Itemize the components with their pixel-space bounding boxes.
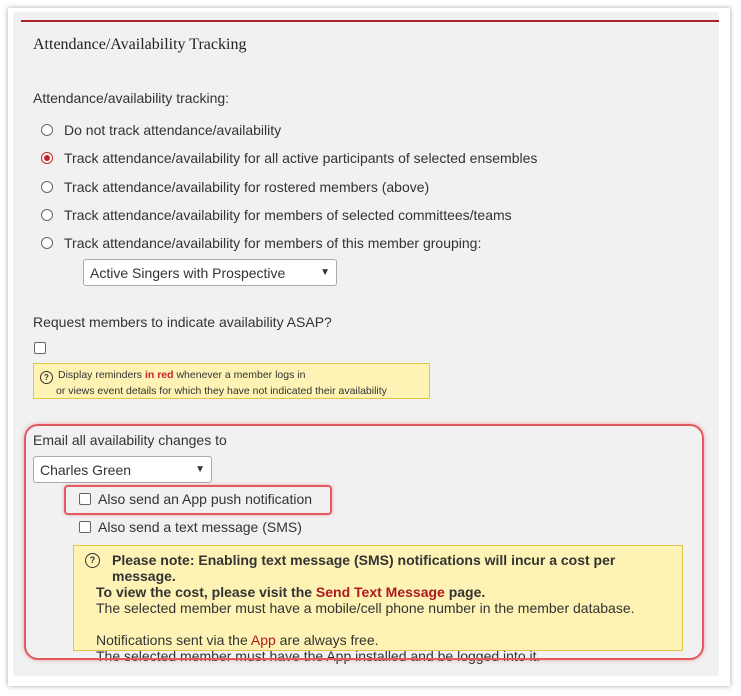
note-line5: The selected member must have the App installed and be logged into it. bbox=[96, 648, 541, 664]
note-text: whenever a member logs in bbox=[173, 369, 306, 381]
chevron-down-icon: ▼ bbox=[195, 464, 205, 475]
radio-committees[interactable] bbox=[41, 207, 512, 223]
radio-label: Track attendance/availability for members of this member grouping: bbox=[64, 235, 482, 251]
radio-label: Track attendance/availability for rostered members (above) bbox=[64, 179, 430, 195]
section-rule bbox=[21, 20, 719, 22]
radio-rostered[interactable] bbox=[41, 179, 429, 195]
request-label: Request members to indicate availability ASAP? bbox=[33, 314, 332, 330]
radio-all-active[interactable] bbox=[41, 150, 537, 166]
select-value: Charles Green bbox=[40, 461, 132, 478]
radio-button-selected[interactable] bbox=[41, 152, 53, 164]
note-text: Display reminders bbox=[58, 369, 145, 381]
reminder-note bbox=[33, 363, 430, 399]
radio-button[interactable] bbox=[41, 209, 53, 221]
note-text: are always free. bbox=[275, 632, 379, 648]
help-icon: ? bbox=[85, 553, 100, 568]
radio-no-tracking[interactable] bbox=[41, 122, 281, 138]
radio-label: Track attendance/availability for members of selected committees/teams bbox=[64, 207, 512, 223]
radio-button[interactable] bbox=[41, 124, 53, 136]
radio-button[interactable] bbox=[41, 181, 53, 193]
note-line3: The selected member must have a mobile/cell phone number in the member database. bbox=[96, 600, 635, 616]
note-bold-line1: Please note: Enabling text message (SMS) notifications will incur a cost per message. bbox=[112, 552, 616, 584]
email-section-highlight bbox=[24, 424, 704, 660]
select-value: Active Singers with Prospective bbox=[90, 264, 286, 281]
tracking-label: Attendance/availability tracking: bbox=[33, 90, 230, 106]
note-text: Notifications sent via the bbox=[96, 632, 251, 648]
request-asap-checkbox[interactable] bbox=[34, 342, 46, 354]
radio-label: Track attendance/availability for all active participants of selected ensembles bbox=[64, 150, 538, 166]
radio-label: Do not track attendance/availability bbox=[64, 122, 282, 138]
radio-button[interactable] bbox=[41, 237, 53, 249]
note-line2: or views event details for which they have not indicated their availability bbox=[56, 385, 387, 397]
sms-label: Also send a text message (SMS) bbox=[98, 519, 302, 535]
push-notification-label: Also send an App push notification bbox=[98, 491, 313, 507]
chevron-down-icon: ▼ bbox=[320, 267, 330, 278]
help-icon: ? bbox=[40, 371, 53, 384]
note-text: To view the cost, please visit the bbox=[96, 584, 316, 600]
push-option-highlight bbox=[64, 485, 332, 515]
send-text-message-link[interactable]: Send Text Message bbox=[315, 584, 445, 600]
note-highlight: in red bbox=[144, 369, 174, 381]
email-label: Email all availability changes to bbox=[33, 432, 227, 448]
app-link[interactable]: App bbox=[250, 632, 276, 648]
member-grouping-select[interactable] bbox=[83, 259, 337, 286]
radio-member-grouping[interactable] bbox=[41, 235, 481, 251]
section-title: Attendance/Availability Tracking bbox=[33, 36, 247, 53]
note-text: page. bbox=[444, 584, 486, 600]
